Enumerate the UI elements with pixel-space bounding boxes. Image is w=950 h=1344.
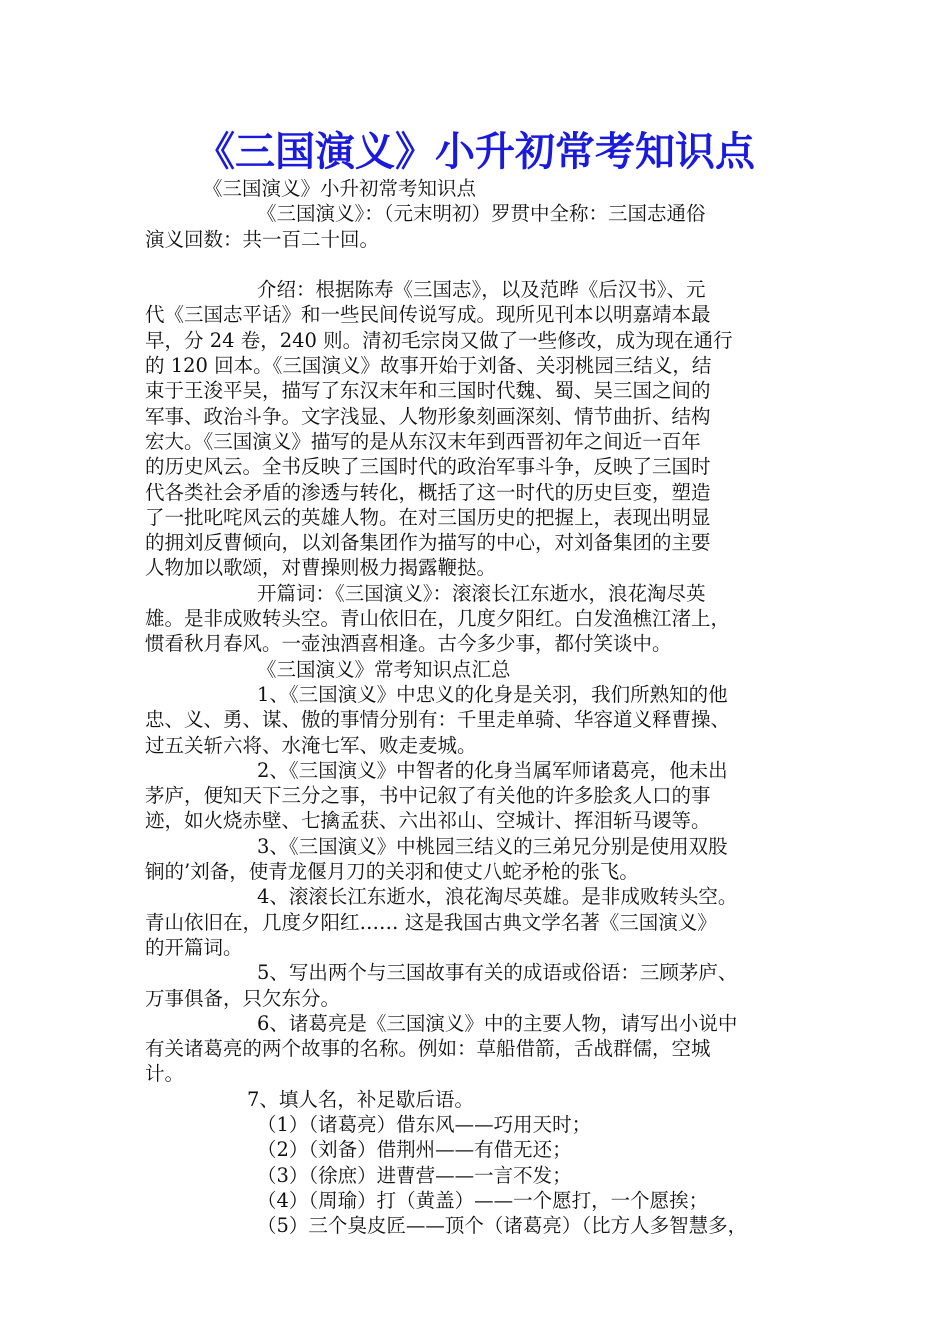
text-line: 《三国演义》：（元末明初）罗贯中全称：三国志通俗 [257,202,706,226]
text-line: 代各类社会矛盾的渗透与转化，概括了这一时代的历史巨变，塑造 [145,480,711,504]
text-line: 2、《三国演义》中智者的化身当属军师诸葛亮，他未出 [257,758,728,782]
text-line: 3、《三国演义》中桃园三结义的三弟兄分别是使用双股 [257,834,728,858]
blank-line [145,252,813,277]
text-line: 6、诸葛亮是《三国演义》中的主要人物，请写出小说中 [257,1011,738,1035]
text-line: 宏大。《三国演义》描写的是从东汉末年到西晋初年之间近一百年 [145,429,701,453]
text-line: 人物加以歌颂，对曹操则极力揭露鞭挞。 [145,556,497,580]
text-line: （2）（刘备）借荆州——有借无还； [257,1138,572,1162]
text-line: 迹，如火烧赤壁、七擒孟获、六出祁山、空城计、挥泪斩马谡等。 [145,809,711,833]
text-line: 军事、政治斗争。文字浅显、人物形象刻画深刻、情节曲折、结构 [145,404,711,428]
text-line: 演义回数：共一百二十回。 [145,227,380,251]
text-line: 的开篇词。 [145,935,243,959]
text-line: 茅庐，便知天下三分之事，书中记叙了有关他的许多脍炙人口的事 [145,784,711,808]
text-line: 《三国演义》常考知识点汇总 [257,657,511,681]
document-body [145,176,813,1238]
text-line: 万事俱备，只欠东分。 [145,986,341,1010]
text-line: （4）（周瑜）打（黄盖）——一个愿打，一个愿挨； [257,1188,709,1212]
text-line: 过五关斩六将、水淹七军、败走麦城。 [145,733,477,757]
page-title: 《三国演义》小升初常考知识点 [195,129,755,175]
text-line: 束于王浚平吴，描写了东汉末年和三国时代魏、蜀、吴三国之间的 [145,379,711,403]
text-line: （3）（徐庶）进曹营——一言不发； [257,1163,572,1187]
text-line: 开篇词：《三国演义》：滚滚长江东逝水，浪花淘尽英 [257,581,706,605]
text-line: 7、填人名，补足歇后语。 [247,1087,474,1111]
text-line: 忠、义、勇、谋、傲的事情分别有：千里走单骑、华容道义释曹操、 [145,708,731,732]
text-line: 的拥刘反曹倾向，以刘备集团作为描写的中心，对刘备集团的主要 [145,531,711,555]
text-line: 的 120 回本。《三国演义》故事开始于刘备、关羽桃园三结义，结 [145,354,712,378]
text-line: 4、滚滚长江东逝水，浪花淘尽英雄。是非成败转头空。 [257,885,738,909]
text-line: 有关诸葛亮的两个故事的名称。例如：草船借箭，舌战群儒，空城 [145,1037,711,1061]
text-line: 了一批叱咤风云的英雄人物。在对三国历史的把握上，表现出明显 [145,505,711,529]
text-line: 代《三国志平话》和一些民间传说写成。现所见刊本以明嘉靖本最 [145,303,711,327]
text-line: 青山依旧在，几度夕阳红…… 这是我国古典文学名著《三国演义》 [145,910,717,934]
text-line: 计。 [145,1062,185,1086]
text-line: 5、写出两个与三国故事有关的成语或俗语：三顾茅庐、 [257,961,738,985]
text-line: 介绍：根据陈寿《三国志》，以及范晔《后汉书》、元 [257,278,706,302]
text-line: （1）（诸葛亮）借东风——巧用天时； [257,1112,592,1136]
text-line: 惯看秋月春风。一壶浊酒喜相逢。古今多少事，都付笑谈中。 [145,632,672,656]
text-line: 锏的’刘备，使青龙偃月刀的关羽和使丈八蛇矛枪的张飞。 [145,860,639,884]
text-line: 1、《三国演义》中忠义的化身是关羽，我们所熟知的他 [257,682,728,706]
text-line: 早，分 24 卷，240 则。清初毛宗岗又做了一些修改，成为现在通行 [145,328,733,352]
text-line: （5）三个臭皮匠——顶个（诸葛亮）（比方人多智慧多， [257,1214,748,1238]
text-line: 雄。是非成败转头空。青山依旧在，几度夕阳红。白发渔樵江渚上， [145,607,731,631]
text-line: 《三国演义》小升初常考知识点 [203,177,477,200]
text-line: 的历史风云。全书反映了三国时代的政治军事斗争，反映了三国时 [145,455,711,479]
